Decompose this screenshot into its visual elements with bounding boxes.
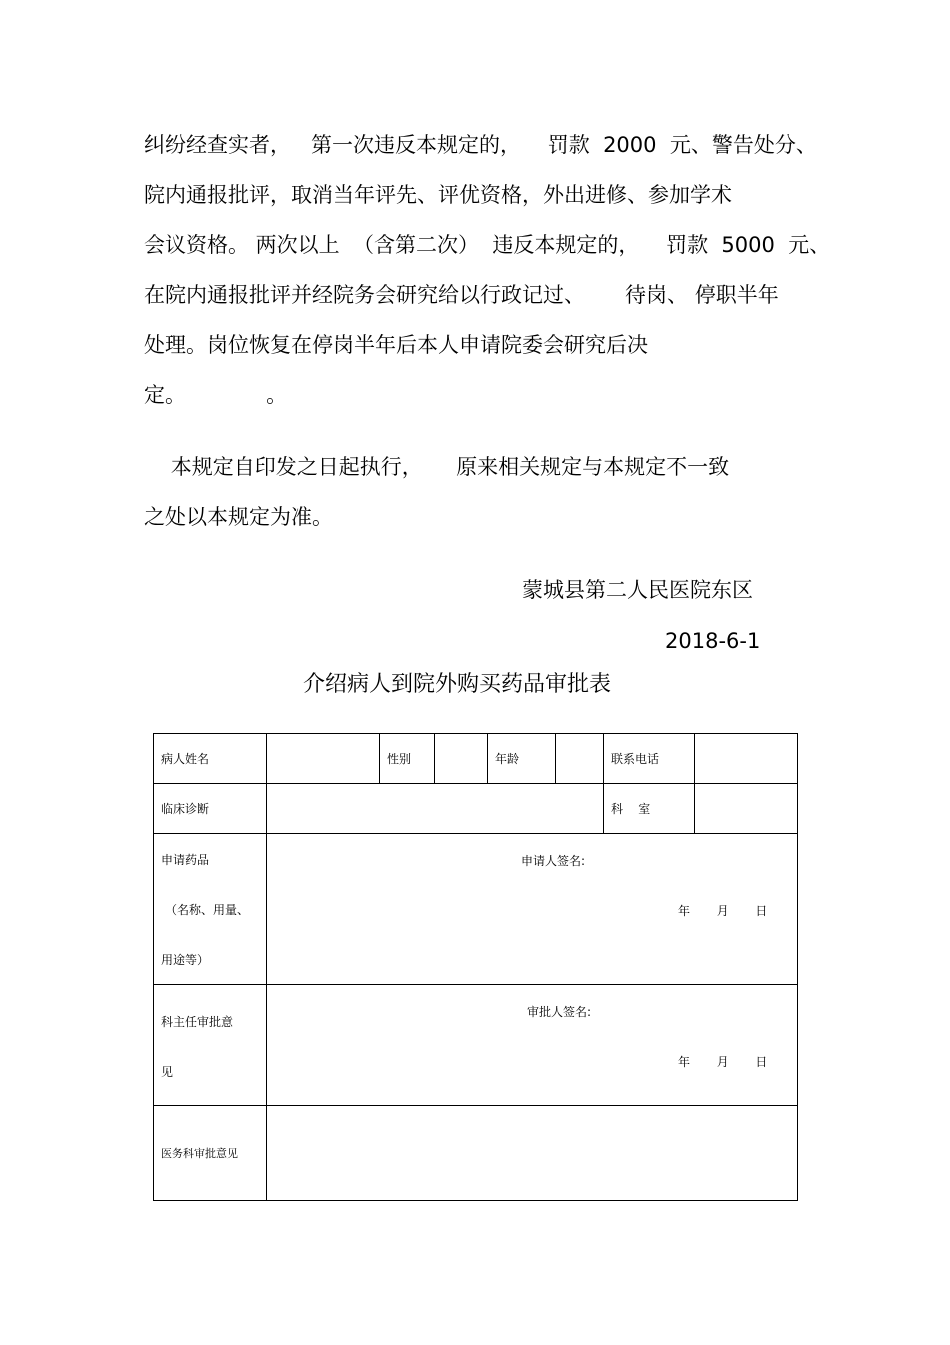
age-label: 年龄 <box>488 734 556 784</box>
drug-request-label <box>154 834 267 985</box>
table-row <box>154 1106 798 1201</box>
drug-request-label-line1: 申请药品 <box>161 853 210 867</box>
age-field[interactable] <box>556 734 604 784</box>
body-line-3: 会议资格。 两次以上 （含第二次） 违反本规定的， 罚款 5000 元、 <box>144 233 831 257</box>
body-line-2: 院内通报批评，取消当年评先、评优资格，外出进修、参加学术 <box>144 183 732 207</box>
approver-signature-label: 审批人签名: <box>527 1005 592 1019</box>
drug-request-label-line2: （名称、用量、 <box>165 903 250 917</box>
para2-line-2: 之处以本规定为准。 <box>144 505 333 529</box>
director-approval-label <box>154 985 267 1106</box>
body-line-6: 定。 。 <box>144 383 288 407</box>
approval-form-table <box>153 733 798 1201</box>
phone-label: 联系电话 <box>604 734 695 784</box>
drug-request-label-line3: 用途等） <box>161 953 210 967</box>
director-approval-field[interactable] <box>267 985 798 1106</box>
applicant-date-label: 年 月 日 <box>678 904 768 918</box>
diagnosis-field[interactable] <box>267 784 604 834</box>
table-row <box>154 784 798 834</box>
body-line-4: 在院内通报批评并经院务会研究给以行政记过、 待岗、 停职半年 <box>144 283 779 307</box>
sex-field[interactable] <box>435 734 488 784</box>
patient-name-field[interactable] <box>267 734 380 784</box>
signature-org: 蒙城县第二人民医院东区 <box>522 578 753 602</box>
sex-label: 性别 <box>380 734 435 784</box>
table-row <box>154 734 798 784</box>
form-title: 介绍病人到院外购买药品审批表 <box>302 672 611 697</box>
director-approval-label-line1: 科主任审批意 <box>161 1015 234 1029</box>
diagnosis-label: 临床诊断 <box>154 784 267 834</box>
medical-dept-approval-label: 医务科审批意见 <box>154 1106 267 1201</box>
approver-date-label: 年 月 日 <box>678 1055 768 1069</box>
phone-field[interactable] <box>695 734 798 784</box>
applicant-signature-label: 申请人签名: <box>521 854 586 868</box>
para2-line-1: 本规定自印发之日起执行， 原来相关规定与本规定不一致 <box>144 455 730 479</box>
director-approval-label-line2: 见 <box>161 1065 174 1079</box>
body-line-5: 处理。岗位恢复在停岗半年后本人申请院委会研究后决 <box>144 333 648 357</box>
drug-request-field[interactable] <box>267 834 798 985</box>
medical-dept-approval-field[interactable] <box>267 1106 798 1201</box>
patient-name-label: 病人姓名 <box>154 734 267 784</box>
department-field[interactable] <box>695 784 798 834</box>
table-row <box>154 834 798 985</box>
body-line-1: 纠纷经查实者， 第一次违反本规定的， 罚款 2000 元、警告处分、 <box>144 133 817 157</box>
department-label: 科 室 <box>604 784 695 834</box>
table-row <box>154 985 798 1106</box>
signature-date: 2018-6-1 <box>665 629 761 653</box>
